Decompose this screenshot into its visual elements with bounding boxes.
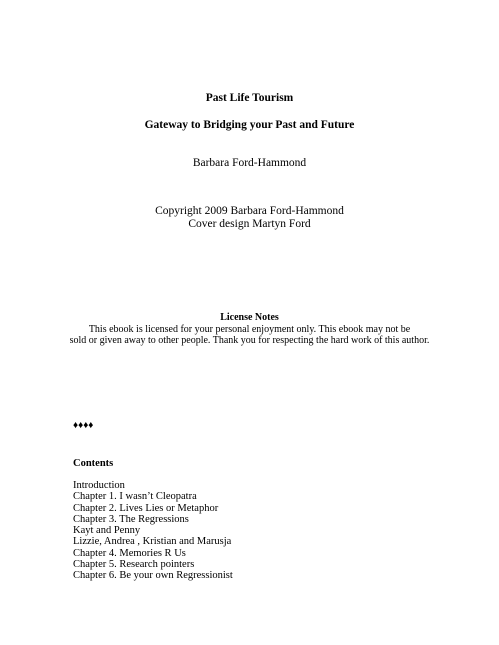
toc-item: Chapter 3. The Regressions	[73, 513, 189, 525]
license-text	[0, 324, 499, 346]
section-separator: ♦♦♦♦	[73, 420, 94, 431]
toc-item: Chapter 2. Lives Lies or Metaphor	[73, 502, 219, 514]
contents-heading: Contents	[73, 458, 114, 469]
book-subtitle: Gateway to Bridging your Past and Future	[144, 119, 355, 131]
toc-item: Kayt and Penny	[73, 525, 141, 537]
cover-design-line: Cover design Martyn Ford	[188, 218, 311, 230]
book-author: Barbara Ford-Hammond	[192, 157, 307, 169]
license-line: sold or given away to other people. Thank you for respecting the hard work of this author.	[69, 335, 430, 346]
table-of-contents	[73, 480, 233, 582]
toc-item: Chapter 1. I wasn’t Cleopatra	[73, 491, 197, 503]
book-title: Past Life Tourism	[205, 92, 294, 104]
license-line: This ebook is licensed for your personal enjoyment only. This ebook may not be	[88, 324, 411, 335]
copyright-block	[0, 205, 499, 231]
license-heading: License Notes	[220, 312, 279, 323]
toc-item: Lizzie, Andrea , Kristian and Marusja	[73, 536, 232, 548]
toc-item: Chapter 4. Memories R Us	[73, 547, 186, 559]
toc-item: Introduction	[73, 480, 125, 491]
toc-item: Chapter 5. Research pointers	[73, 559, 195, 571]
copyright-line: Copyright 2009 Barbara Ford-Hammond	[155, 205, 344, 217]
toc-item: Chapter 6. Be your own Regressionist	[73, 570, 233, 582]
